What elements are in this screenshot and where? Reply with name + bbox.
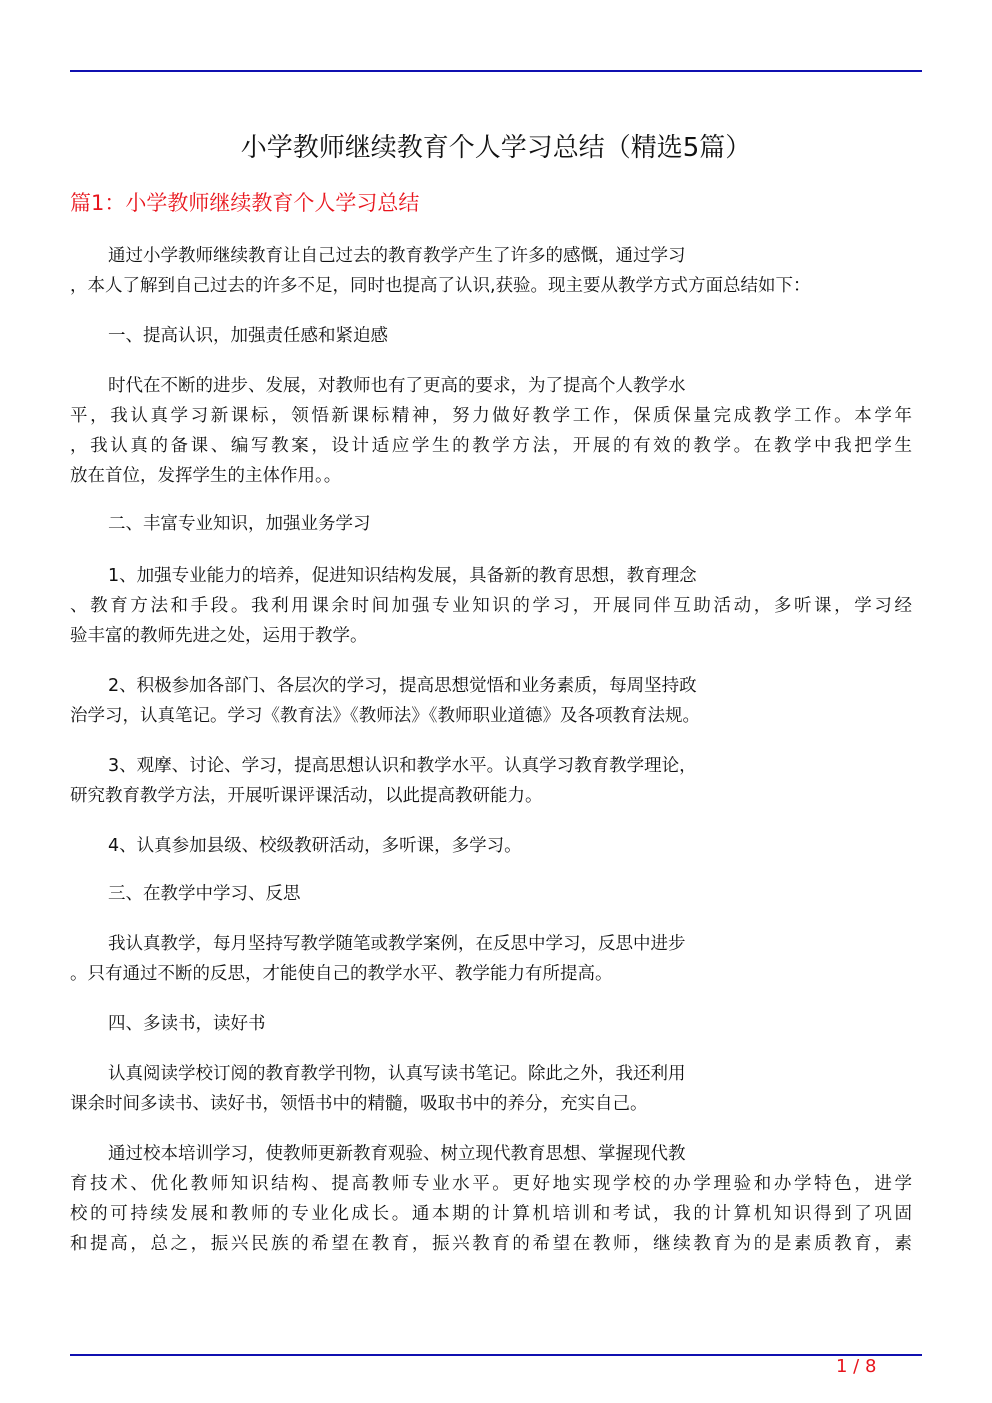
document-title: 小学教师继续教育个人学习总结（精选5篇） [240,133,752,163]
paragraph-line: 治学习，认真笔记。学习《教育法》《教师法》《教师职业道德》及各项教育法规。 [70,706,700,726]
header-rule [70,70,922,72]
paragraph-line: 通过校本培训学习，使教师更新教育观验、树立现代教育思想、掌握现代教 [108,1144,686,1164]
paragraph-line: ，我认真的备课、编写教案，设计适应学生的教学方法，开展的有效的教学。在教学中我把学生 [70,436,912,456]
paragraph-line: 平，我认真学习新课标，领悟新课标精神，努力做好教学工作，保质保量完成教学工作。本学年 [70,406,912,426]
paragraph-line: 。只有通过不断的反思，才能使自己的教学水平、教学能力有所提高。 [70,964,613,984]
paragraph-line: 通过小学教师继续教育让自己过去的教育教学产生了许多的感慨，通过学习 [108,246,686,266]
paragraph-line: 、教育方法和手段。我利用课余时间加强专业知识的学习，开展同伴互助活动，多听课，学习经 [70,596,912,616]
paragraph-line: 一、提高认识，加强责任感和紧迫感 [108,326,388,346]
paragraph-line: 三、在教学中学习、反思 [108,884,301,904]
page-number: 1 / 8 [836,1356,877,1377]
paragraph-line: ，本人了解到自己过去的许多不足，同时也提高了认识,获验。现主要从教学方式方面总结如下： [70,276,811,296]
paragraph-line: 1、加强专业能力的培养，促进知识结构发展，具备新的教育思想，教育理念 [108,566,697,586]
footer-rule [70,1354,922,1356]
paragraph-line: 2、积极参加各部门、各层次的学习，提高思想觉悟和业务素质，每周坚持政 [108,676,697,696]
paragraph-line: 育技术、优化教师知识结构、提高教师专业水平。更好地实现学校的办学理验和办学特色，进学 [70,1174,912,1194]
paragraph-line: 和提高，总之，振兴民族的希望在教育，振兴教育的希望在教师，继续教育为的是素质教育，素 [70,1234,912,1254]
section-heading: 篇1：小学教师继续教育个人学习总结 [70,191,420,215]
paragraph-line: 研究教育教学方法，开展听课评课活动，以此提高教研能力。 [70,786,543,806]
paragraph-line: 验丰富的教师先进之处，运用于教学。 [70,626,368,646]
paragraph-line: 3、观摩、讨论、学习，提高思想认识和教学水平。认真学习教育教学理论， [108,756,697,776]
paragraph-line: 二、丰富专业知识，加强业务学习 [108,514,371,534]
paragraph-line: 课余时间多读书、读好书，领悟书中的精髓，吸取书中的养分，充实自己。 [70,1094,648,1114]
paragraph-line: 放在首位，发挥学生的主体作用。。 [70,466,342,486]
paragraph-line: 四、多读书，读好书 [108,1014,266,1034]
paragraph-line: 4、认真参加县级、校级教研活动，多听课，多学习。 [108,836,522,856]
paragraph-line: 认真阅读学校订阅的教育教学刊物，认真写读书笔记。除此之外，我还利用 [108,1064,686,1084]
paragraph-line: 我认真教学，每月坚持写教学随笔或教学案例，在反思中学习，反思中进步 [108,934,686,954]
paragraph-line: 时代在不断的进步、发展，对教师也有了更高的要求，为了提高个人教学水 [108,376,686,396]
paragraph-line: 校的可持续发展和教师的专业化成长。通本期的计算机培训和考试，我的计算机知识得到了巩固 [70,1204,912,1224]
